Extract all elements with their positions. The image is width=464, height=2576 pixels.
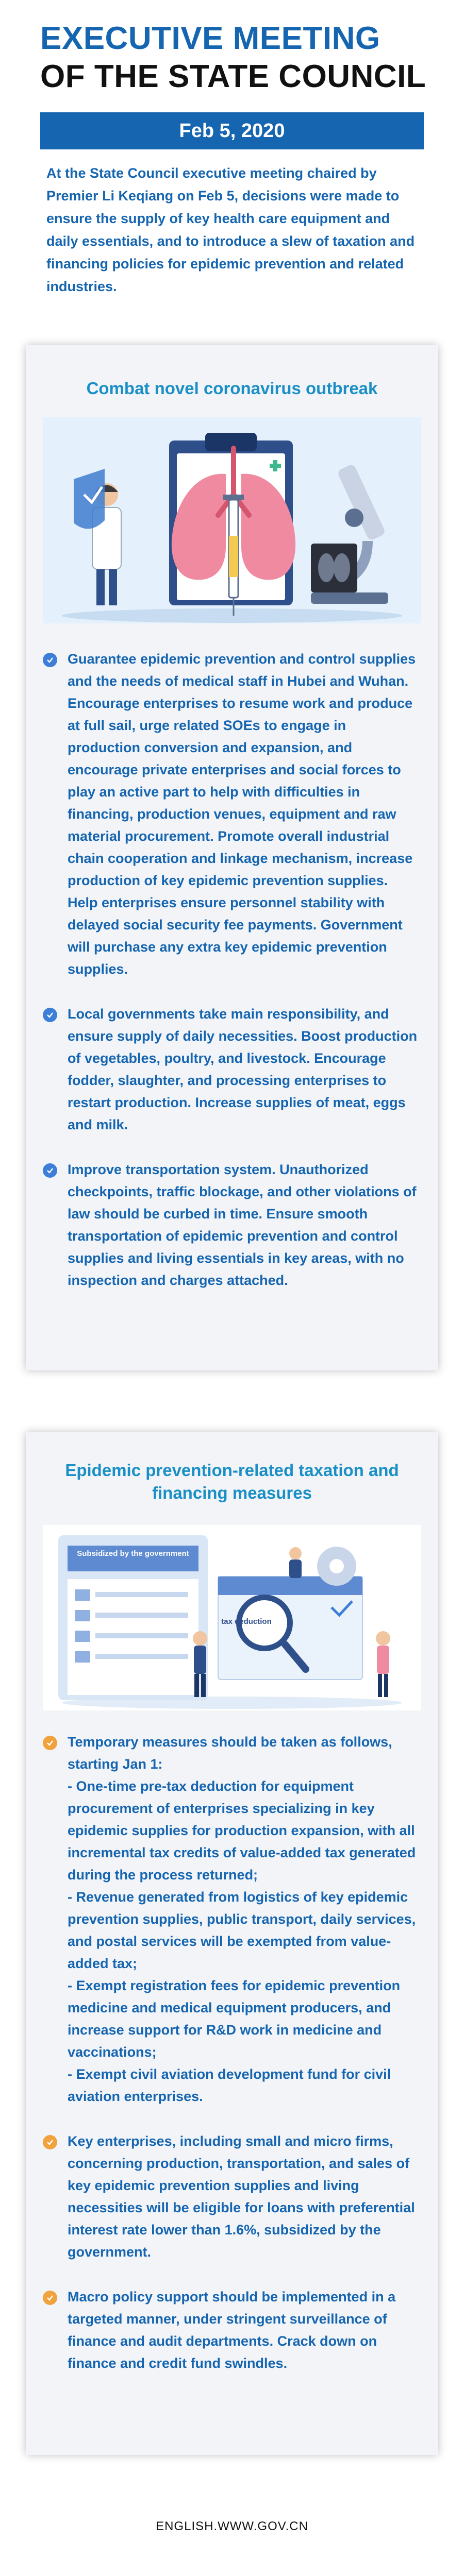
check-icon [43,2135,57,2149]
person-icon [289,1547,302,1578]
title-line-2: OF THE STATE COUNCIL [40,59,426,94]
taxation-card [26,1432,438,2455]
list-item [43,2286,421,2375]
list-item-text: Guarantee epidemic prevention and control supplies and the needs of medical staff in Hubei and Wuhan. Encourage enterprises to resume work and produce at full sail, urge related SOEs to engage in production conversion and expansion, and encourage private enterprises and social forces to play an active part to help with difficulties in financing, production venues, equipment and raw material procurement. Promote overall industrial chain cooperation and linkage mechanism, increase production of key epidemic prevention supplies. Help enterprises ensure personnel stability with delayed social security fee payments. Government will purchase any extra key epidemic prevention supplies. [68,651,416,977]
check-icon [43,653,57,667]
document-board-icon [58,1535,208,1700]
taxation-measures-list [43,1731,421,2397]
xray-icon [311,544,357,592]
taxation-card-title: Epidemic prevention-related taxation and financing measures [65,1461,399,1502]
list-item-text: Improve transportation system. Unauthorized checkpoints, traffic blockage, and other violations of law should be curbed in time. Ensure smooth transportation of epidemic prevention and control supplies and living essentials in key areas, with no inspection and charges attached. [68,1162,417,1288]
footer-source: ENGLISH.WWW.GOV.CN [156,2519,308,2533]
check-icon [43,1736,57,1750]
board-label: Subsidized by the government [77,1549,189,1558]
check-icon [43,1008,57,1022]
list-item-text: Key enterprises, including small and micro firms, concerning production, transportation, and sales of key epidemic prevention supplies and living necessities will be eligible for loans with preferential interest rate lower than 1.6%, subsidized by the government. [68,2133,415,2260]
list-item [43,648,421,980]
check-icon [43,2291,57,2305]
list-item [43,1003,421,1136]
list-item [43,2130,421,2263]
tax-label: tax deduction [221,1617,272,1626]
list-item [43,1731,421,2108]
title-line-1: EXECUTIVE MEETING [40,21,380,56]
outbreak-card [26,345,438,1370]
date-banner: Feb 5, 2020 [40,112,424,149]
finance-illustration [43,1525,421,1710]
gear-icon [317,1547,356,1586]
outbreak-card-title: Combat novel coronavirus outbreak [86,379,378,398]
medical-illustration [43,417,421,623]
page-title [40,20,426,96]
intro-paragraph: At the State Council executive meeting chaired by Premier Li Keqiang on Feb 5, decisions were made to ensure the supply of key health care equipment and daily essentials, and to introduce a slew of taxation and financing policies for epidemic prevention and related industries. [46,165,415,294]
outbreak-measures-list [43,648,421,1314]
check-icon [43,1163,57,1178]
list-item-text: Temporary measures should be taken as follows, starting Jan 1: - One-time pre-tax deduction for equipment procurement of enterprises specializing in key epidemic supplies for production expansion, with all incremental tax credits of value-added tax generated during the process returned; - Revenue generated from logistics of key epidemic prevention supplies, public transport, daily services, and postal services will be exempted from value-added tax; - Exempt registration fees for epidemic prevention medicine and medical equipment producers, and increase support for R&D work in medicine and vaccinations; - Exempt civil aviation development fund for civil aviation enterprises. [68,1734,416,2104]
list-item-text: Macro policy support should be implemented in a targeted manner, under stringent surveillance of finance and audit departments. Crack down on finance and credit fund swindles. [68,2289,396,2371]
list-item-text: Local governments take main responsibility, and ensure supply of daily necessities. Boost production of vegetables, poultry, and livestock. Encourage fodder, slaughter, and processing enterprises to restart production. Increase supplies of meat, eggs and milk. [68,1006,418,1132]
list-item [43,1159,421,1292]
